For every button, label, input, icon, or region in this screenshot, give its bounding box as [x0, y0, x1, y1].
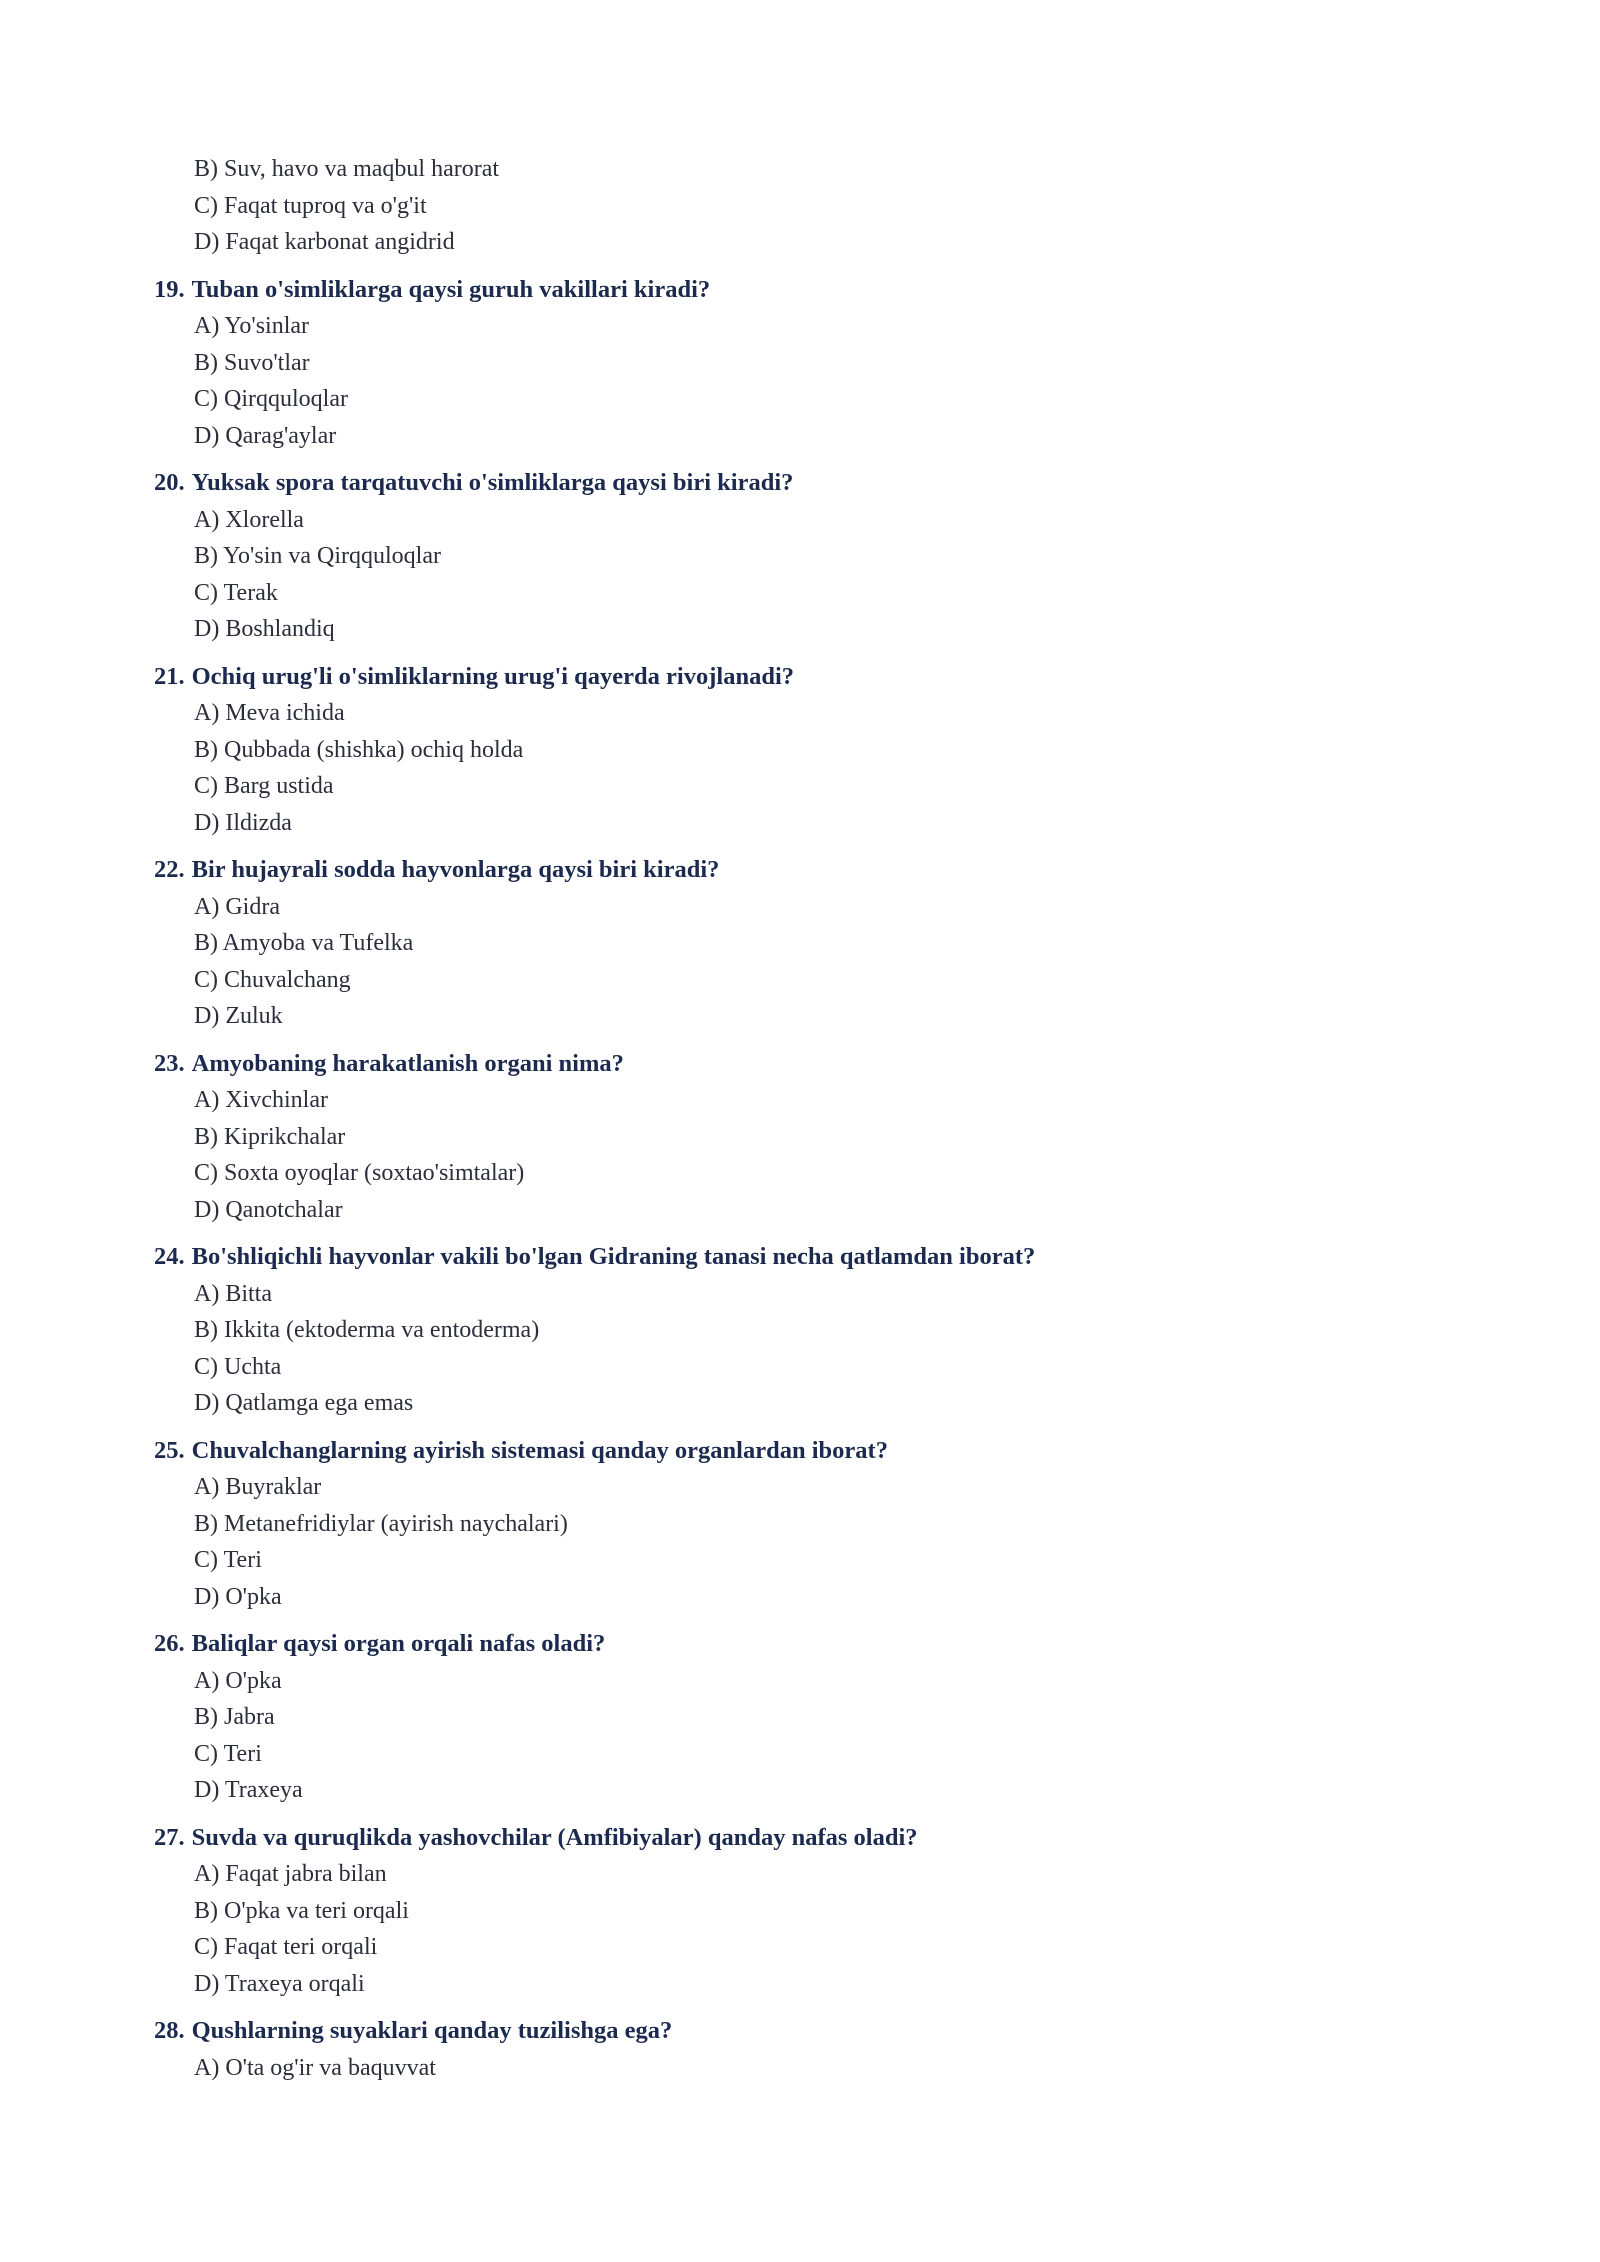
answer-option: D) Zuluk [194, 1003, 283, 1029]
answer-option: B) Suv, havo va maqbul harorat [194, 156, 500, 182]
question-25 [154, 1433, 1454, 1616]
question-27 [154, 1820, 1454, 2003]
question-text: Tuban o'simliklarga qaysi guruh vakillari kiradi? [191, 275, 711, 303]
question-heading [154, 272, 1454, 309]
question-number: 27. [154, 1823, 185, 1851]
answer-option: C) Faqat teri orqali [194, 1934, 378, 1960]
question-number: 26. [154, 1630, 185, 1657]
question-heading [154, 1046, 1454, 1083]
question-24 [154, 1239, 1454, 1422]
answer-option: B) O'pka va teri orqali [194, 1897, 409, 1924]
answer-option: D) Ildizda [194, 809, 292, 836]
question-20 [154, 465, 1454, 648]
question-23 [154, 1046, 1454, 1229]
answer-option: B) Ikkita (ektoderma va entoderma) [194, 1317, 540, 1343]
question-28 [154, 2013, 1454, 2086]
question-text: Suvda va quruqlikda yashovchilar (Amfibiyalar) qanday nafas oladi? [191, 1823, 918, 1851]
question-number: 20. [154, 469, 185, 496]
question-text: Amyobaning harakatlanish organi nima? [191, 1049, 624, 1077]
question-heading [154, 1626, 1454, 1663]
answer-option: C) Qirqquloqlar [194, 386, 348, 412]
answer-option: D) Qatlamga ega emas [194, 1390, 414, 1416]
answer-option: D) O'pka [194, 1583, 282, 1610]
answer-option: D) Traxeya [194, 1777, 303, 1803]
question-heading [154, 852, 1454, 889]
answer-option: B) Qubbada (shishka) ochiq holda [194, 736, 524, 763]
question-heading [154, 2013, 1454, 2050]
answer-option: C) Terak [194, 579, 278, 606]
answer-option: C) Barg ustida [194, 773, 334, 799]
question-number: 21. [154, 662, 185, 690]
question-text: Chuvalchanglarning ayirish sistemasi qanday organlardan iborat? [191, 1436, 888, 1464]
question-heading [154, 659, 1454, 696]
question-number: 25. [154, 1436, 185, 1464]
question-text: Baliqlar qaysi organ orqali nafas oladi? [191, 1630, 606, 1657]
answer-option: D) Qanotchalar [194, 1196, 343, 1223]
answer-option: A) O'ta og'ir va baquvvat [194, 2054, 436, 2081]
answer-option: A) Meva ichida [194, 700, 345, 726]
question-26 [154, 1626, 1454, 1809]
answer-option: A) Faqat jabra bilan [194, 1861, 387, 1887]
answer-option: C) Teri [194, 1740, 262, 1767]
quiz-content [154, 151, 1454, 2086]
question-number: 19. [154, 275, 185, 303]
answer-option: D) Faqat karbonat angidrid [194, 229, 455, 255]
answer-option: B) Jabra [194, 1704, 275, 1730]
answer-option: B) Kiprikchalar [194, 1123, 346, 1150]
answer-option: C) Uchta [194, 1353, 282, 1380]
answer-option: C) Faqat tuproq va o'g'it [194, 192, 427, 219]
answer-option: B) Suvo'tlar [194, 349, 310, 376]
answer-option: C) Chuvalchang [194, 966, 351, 993]
question-number: 24. [154, 1243, 185, 1270]
answer-option: A) Xivchinlar [194, 1087, 328, 1113]
question-text: Yuksak spora tarqatuvchi o'simliklarga qaysi biri kiradi? [191, 469, 794, 496]
question-number: 23. [154, 1049, 185, 1077]
question-heading [154, 465, 1454, 502]
question-number: 22. [154, 856, 185, 883]
answer-option: C) Soxta oyoqlar (soxtao'simtalar) [194, 1160, 525, 1186]
answer-option: A) Buyraklar [194, 1474, 322, 1500]
question-heading [154, 1820, 1454, 1857]
question-heading [154, 1433, 1454, 1470]
answer-option: D) Traxeya orqali [194, 1970, 365, 1997]
question-21 [154, 659, 1454, 842]
answer-option: A) O'pka [194, 1667, 282, 1694]
answer-option: A) Bitta [194, 1280, 272, 1307]
question-text: Ochiq urug'li o'simliklarning urug'i qayerda rivojlanadi? [191, 662, 795, 690]
answer-option: D) Boshlandiq [194, 616, 335, 642]
question-19 [154, 272, 1454, 455]
answer-option: A) Gidra [194, 893, 280, 920]
answer-option: A) Xlorella [194, 506, 304, 533]
answer-option: B) Amyoba va Tufelka [194, 930, 414, 956]
question-22 [154, 852, 1454, 1035]
question-text: Bir hujayrali sodda hayvonlarga qaysi biri kiradi? [191, 856, 720, 883]
answer-option: B) Yo'sin va Qirqquloqlar [194, 543, 441, 569]
answer-option: C) Teri [194, 1547, 262, 1573]
answer-option: A) Yo'sinlar [194, 313, 310, 339]
answer-option: D) Qarag'aylar [194, 422, 337, 449]
question-heading [154, 1239, 1454, 1276]
question-number: 28. [154, 2017, 185, 2044]
question-text: Qushlarning suyaklari qanday tuzilishga ega? [191, 2017, 673, 2044]
answer-option: B) Metanefridiylar (ayirish naychalari) [194, 1510, 568, 1537]
question-text: Bo'shliqichli hayvonlar vakili bo'lgan Gidraning tanasi necha qatlamdan iborat? [191, 1243, 1036, 1270]
continued-options [154, 151, 1454, 261]
